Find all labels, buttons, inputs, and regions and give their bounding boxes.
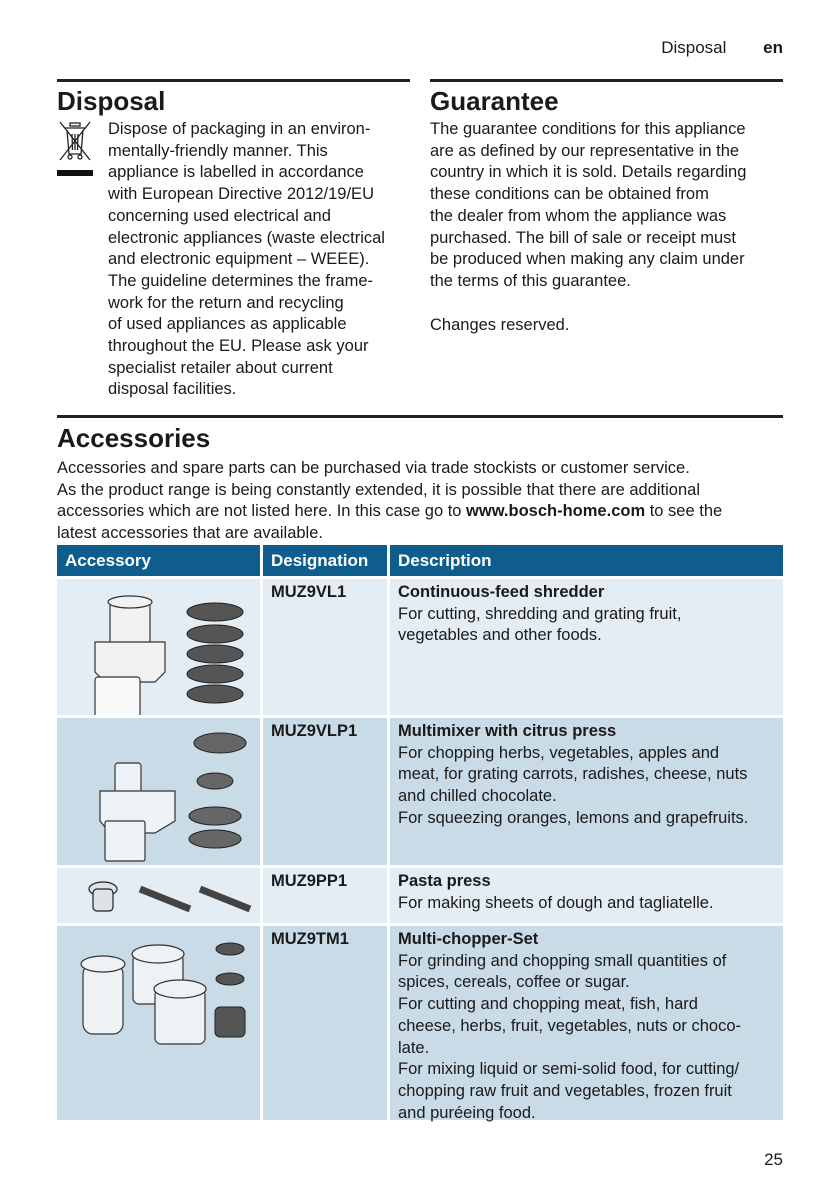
description bbox=[387, 579, 783, 715]
text-line: Dispose of packaging in an environ- bbox=[108, 120, 371, 138]
description-title: Continuous-feed shredder bbox=[398, 583, 605, 601]
text-line: the terms of this guarantee. bbox=[430, 271, 631, 290]
text-line: concerning used electrical and bbox=[108, 206, 331, 225]
disposal-title: Disposal bbox=[57, 86, 166, 116]
text-line: these conditions can be obtained from bbox=[430, 185, 709, 204]
text-line: and electronic equipment – WEEE). bbox=[108, 250, 370, 269]
description-title: Pasta press bbox=[398, 872, 491, 890]
header-accessory: Accessory bbox=[57, 545, 260, 576]
intro-line: latest accessories that are available. bbox=[57, 524, 323, 543]
running-header bbox=[661, 38, 783, 58]
accessory-image bbox=[57, 868, 260, 923]
description-title: Multimixer with citrus press bbox=[398, 722, 617, 740]
text-line: the dealer from whom the appliance was bbox=[430, 206, 727, 225]
accessory-image bbox=[57, 579, 260, 715]
accessory-image bbox=[57, 926, 260, 1120]
description-line: and chilled chocolate. bbox=[398, 787, 557, 806]
table-header bbox=[57, 545, 783, 576]
description-line: spices, cereals, coffee or sugar. bbox=[398, 973, 630, 992]
description-line: meat, for grating carrots, radishes, cheese, nuts bbox=[398, 765, 748, 784]
text-line: The guideline determines the frame- bbox=[108, 271, 374, 290]
description-line: For mixing liquid or semi-solid food, for cutting/ bbox=[398, 1060, 740, 1079]
description-line: For cutting and chopping meat, fish, hard bbox=[398, 995, 698, 1014]
multimixer-image bbox=[65, 721, 268, 865]
disposal-rule bbox=[57, 79, 410, 82]
description-line: chopping raw fruit and vegetables, frozen fruit bbox=[398, 1081, 732, 1100]
header-description: Description bbox=[390, 545, 783, 576]
header-designation: Designation bbox=[263, 545, 387, 576]
table-row bbox=[57, 718, 783, 865]
intro-text: accessories which are not listed here. In this case go to bbox=[57, 502, 467, 521]
guarantee-title: Guarantee bbox=[430, 86, 559, 116]
multi-chopper-image bbox=[65, 929, 268, 1119]
description-line: and puréeing food. bbox=[398, 1103, 536, 1122]
description bbox=[387, 926, 783, 1120]
header-section: Disposal bbox=[661, 38, 727, 57]
changes-reserved: Changes reserved. bbox=[430, 316, 570, 334]
text-line: be produced when making any claim under bbox=[430, 250, 745, 269]
pasta-press-image bbox=[65, 871, 268, 923]
text-line: with European Directive 2012/19/EU bbox=[108, 185, 374, 204]
text-line: work for the return and recycling bbox=[108, 293, 344, 312]
description-line: For making sheets of dough and tagliatelle. bbox=[398, 893, 714, 912]
designation: MUZ9TM1 bbox=[260, 926, 387, 1120]
text-line: mentally-friendly manner. This bbox=[108, 141, 328, 160]
guarantee-text bbox=[430, 119, 790, 293]
accessories-rule bbox=[57, 415, 783, 418]
shredder-image bbox=[65, 582, 268, 715]
accessories-title: Accessories bbox=[57, 423, 211, 453]
intro-line: Accessories and spare parts can be purchased via trade stockists or customer service. bbox=[57, 459, 690, 477]
table-row bbox=[57, 868, 783, 923]
text-line: appliance is labelled in accordance bbox=[108, 163, 364, 182]
description bbox=[387, 718, 783, 865]
accessory-image bbox=[57, 718, 260, 865]
description-line: For chopping herbs, vegetables, apples and bbox=[398, 743, 720, 762]
weee-bin-icon bbox=[57, 120, 93, 180]
accessories-table bbox=[57, 545, 783, 1120]
bosch-home-link[interactable]: www.bosch-home.com bbox=[466, 502, 646, 521]
text-line: electronic appliances (waste electrical bbox=[108, 228, 385, 247]
designation: MUZ9VLP1 bbox=[260, 718, 387, 865]
page-number: 25 bbox=[764, 1150, 783, 1169]
text-line: disposal facilities. bbox=[108, 380, 237, 399]
text-line: The guarantee conditions for this appliance bbox=[430, 120, 746, 138]
description-line: For grinding and chopping small quantities of bbox=[398, 951, 727, 970]
text-line: specialist retailer about current bbox=[108, 358, 333, 377]
table-row bbox=[57, 579, 783, 715]
disposal-text bbox=[108, 119, 418, 401]
intro-line bbox=[57, 501, 797, 523]
text-line: of used appliances as applicable bbox=[108, 315, 347, 334]
accessories-intro bbox=[57, 458, 797, 545]
table-row bbox=[57, 926, 783, 1120]
description-line: vegetables and other foods. bbox=[398, 626, 602, 645]
description-line: For squeezing oranges, lemons and grapefruits. bbox=[398, 808, 749, 827]
header-language: en bbox=[763, 38, 783, 57]
description bbox=[387, 868, 783, 923]
intro-line: As the product range is being constantly extended, it is possible that there are additional bbox=[57, 480, 700, 499]
text-line: throughout the EU. Please ask your bbox=[108, 337, 369, 356]
description-line: cheese, herbs, fruit, vegetables, nuts or choco- bbox=[398, 1016, 742, 1035]
description-line: For cutting, shredding and grating fruit, bbox=[398, 604, 682, 623]
text-line: country in which it is sold. Details regarding bbox=[430, 163, 747, 182]
intro-text: to see the bbox=[645, 502, 723, 521]
description-line: late. bbox=[398, 1038, 430, 1057]
designation: MUZ9PP1 bbox=[260, 868, 387, 923]
guarantee-rule bbox=[430, 79, 783, 82]
description-title: Multi-chopper-Set bbox=[398, 930, 539, 948]
text-line: purchased. The bill of sale or receipt must bbox=[430, 228, 737, 247]
designation: MUZ9VL1 bbox=[260, 579, 387, 715]
text-line: are as defined by our representative in the bbox=[430, 141, 740, 160]
